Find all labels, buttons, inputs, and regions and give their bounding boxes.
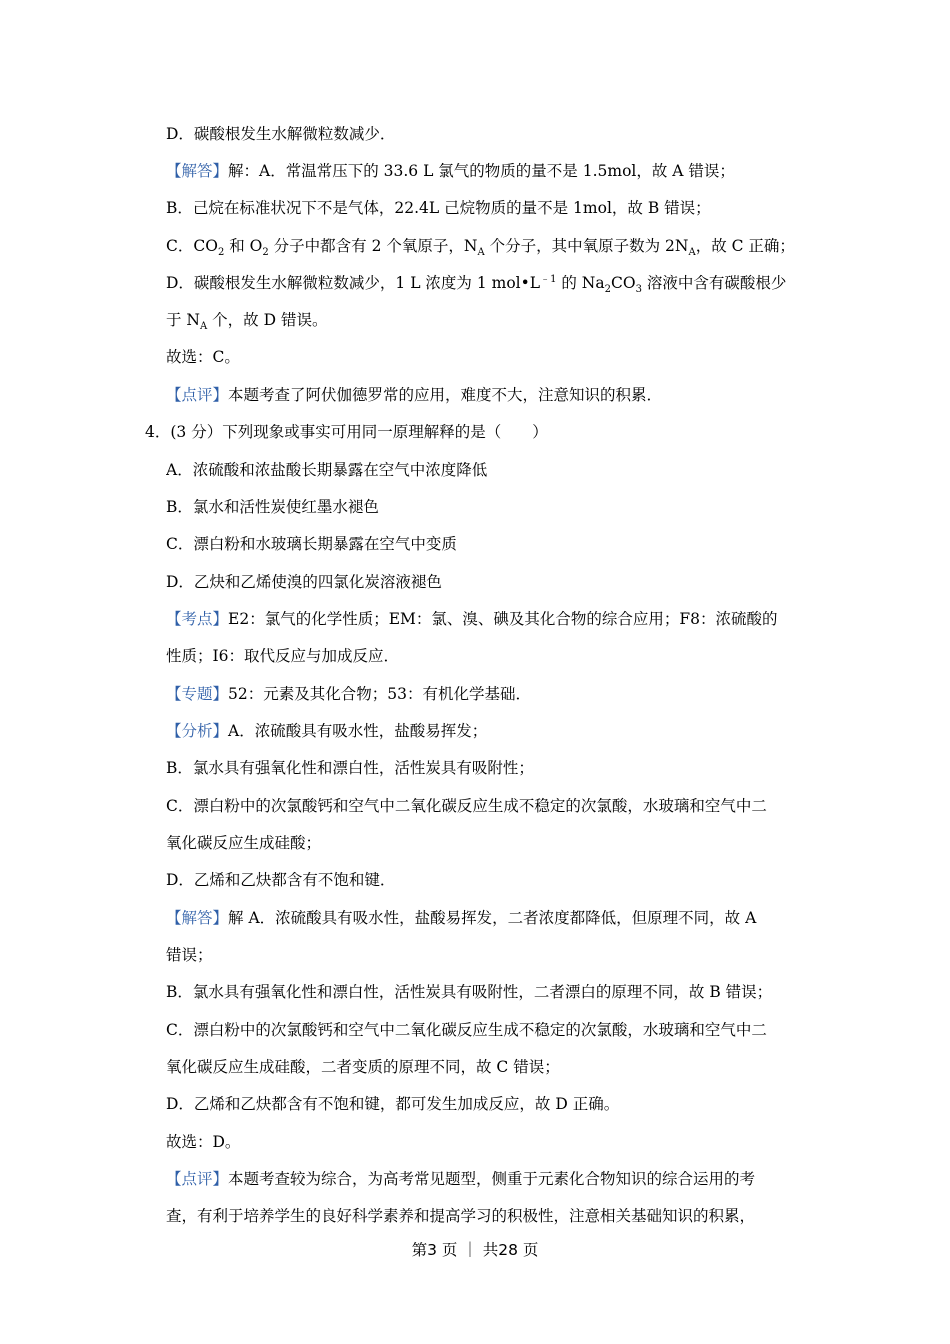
point-line-1: 【考点】E2：氯气的化学性质；EM：氯、溴、碘及其化合物的综合应用；F8：浓硫酸的 (166, 610, 778, 628)
answer-line-5: 于 $N_A$ 个，故 D 错误。 (166, 311, 328, 330)
analysis-line-4: 氧化碳反应生成硅酸； (166, 834, 322, 852)
point-line-2: 性质；I6：取代反应与加成反应． (166, 647, 399, 665)
answer-line-4: D．碳酸根发生水解微粒数减少，1 L 浓度为 1 $mol•L^{﹣1}$ 的 $Na_2CO_3$ 溶液中含有碳酸根少 (166, 273, 787, 293)
answer-line-3: C．$CO_2$ 和 $O_2$ 分子中都含有 2 个氧原子，$N_A$ 个分子，其中氧原子数为 $2N_A$，故 C 正确； (166, 237, 795, 256)
prev-option-d: D．碳酸根发生水解微粒数减少． (166, 125, 396, 143)
answer-line-2: B．己烷在标准状况下不是气体，22.4L 己烷物质的量不是 1mol，故 B 错误； (166, 199, 711, 217)
comment-line-1: 【点评】本题考查了阿伏伽德罗常的应用，难度不大，注意知识的积累． (166, 386, 663, 404)
topic-tag: 【专题】 (166, 685, 229, 703)
page-footer: 第3 页 ｜ 共28 页 (411, 1241, 539, 1259)
answer-tag: 【解答】 (166, 162, 229, 180)
comment-line-2: 【点评】本题考查较为综合，为高考常见题型，侧重于元素化合物知识的综合运用的考 (166, 1170, 756, 1188)
solution-line-4: C．漂白粉中的次氯酸钙和空气中二氧化碳反应生成不稳定的次氯酸，水玻璃和空气中二 (166, 1021, 767, 1039)
analysis-line-5: D．乙烯和乙炔都含有不饱和键． (166, 871, 396, 889)
analysis-line-3: C．漂白粉中的次氯酸钙和空气中二氧化碳反应生成不稳定的次氯酸，水玻璃和空气中二 (166, 797, 767, 815)
q4-option-b: B．氯水和活性炭使红墨水褪色 (166, 498, 379, 516)
solution-line-5: 氧化碳反应生成硅酸，二者变质的原理不同，故 C 错误； (166, 1058, 560, 1076)
comment-line-3: 查，有利于培养学生的良好科学素养和提高学习的积极性，注意相关基础知识的积累， (166, 1207, 756, 1225)
solution-tag: 【解答】 (166, 909, 229, 927)
question-4: 4．(3 分）下列现象或事实可用同一原理解释的是（ ） (145, 423, 548, 441)
solution-choice: 故选：D。 (166, 1133, 241, 1151)
analysis-tag: 【分析】 (166, 722, 229, 740)
solution-line-3: B．氯水具有强氧化性和漂白性，活性炭具有吸附性，二者漂白的原理不同，故 B 错误； (166, 983, 773, 1001)
q4-option-c: C．漂白粉和水玻璃长期暴露在空气中变质 (166, 535, 457, 553)
point-tag: 【考点】 (166, 610, 229, 628)
analysis-line-1: 【分析】A．浓硫酸具有吸水性，盐酸易挥发； (166, 722, 488, 740)
comment-tag-2: 【点评】 (166, 1170, 229, 1188)
analysis-line-2: B．氯水具有强氧化性和漂白性，活性炭具有吸附性； (166, 759, 534, 777)
topic-line: 【专题】52：元素及其化合物；53：有机化学基础． (166, 685, 531, 703)
comment-tag: 【点评】 (166, 386, 229, 404)
answer-line-1: 【解答】解：A．常温常压下的 33.6 L 氯气的物质的量不是 1.5mol，故 A 错误； (166, 162, 735, 180)
answer-choice-1: 故选：C。 (166, 348, 240, 366)
solution-line-1: 【解答】解 A．浓硫酸具有吸水性，盐酸易挥发，二者浓度都降低，但原理不同，故 A (166, 909, 757, 927)
solution-line-6: D．乙烯和乙炔都含有不饱和键，都可发生加成反应，故 D 正确。 (166, 1095, 620, 1113)
solution-line-2: 错误； (166, 946, 213, 964)
q4-option-a: A．浓硫酸和浓盐酸长期暴露在空气中浓度降低 (166, 461, 488, 479)
q4-option-d: D．乙炔和乙烯使溴的四氯化炭溶液褪色 (166, 573, 442, 591)
